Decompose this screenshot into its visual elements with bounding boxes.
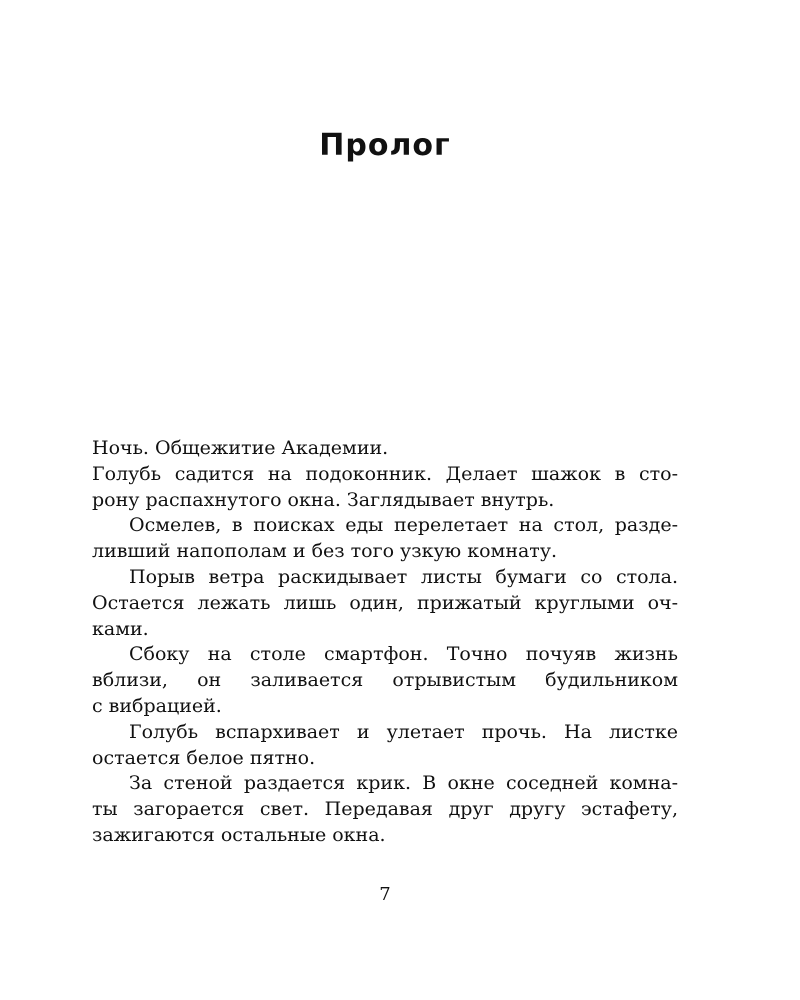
text-line: остается белое пятно.: [92, 746, 316, 769]
page-number: 7: [379, 884, 391, 905]
text-line: зажигаются остальные окна.: [92, 823, 386, 846]
text-line: Сбоку на столе смартфон. Точно почуяв жизнь: [129, 643, 678, 666]
chapter-title: Пролог: [319, 128, 451, 163]
text-line: За стеной раздается крик. В окне соседней комна-: [129, 772, 678, 795]
text-line: Голубь садится на подоконник. Делает шажок в сто-: [92, 462, 678, 485]
text-line: вблизи, он заливается отрывистым будильником: [92, 669, 678, 692]
text-line: с вибрацией.: [92, 694, 222, 717]
text-line: Порыв ветра раскидывает листы бумаги со стола.: [129, 565, 678, 588]
text-line: рону распахнутого окна. Заглядывает внутрь.: [92, 488, 555, 511]
text-line: Осмелев, в поисках еды перелетает на стол, разде-: [129, 514, 678, 537]
text-line: ливший напополам и без того узкую комнату.: [92, 540, 558, 563]
text-line: Остается лежать лишь один, прижатый круглыми оч-: [92, 591, 678, 614]
text-line: Голубь вспархивает и улетает прочь. На листке: [129, 720, 678, 743]
text-line: Ночь. Общежитие Академии.: [92, 437, 389, 459]
body-text: [92, 436, 678, 849]
text-line: ты загорается свет. Передавая друг другу эстафету,: [92, 798, 678, 821]
text-line: ками.: [92, 617, 149, 640]
